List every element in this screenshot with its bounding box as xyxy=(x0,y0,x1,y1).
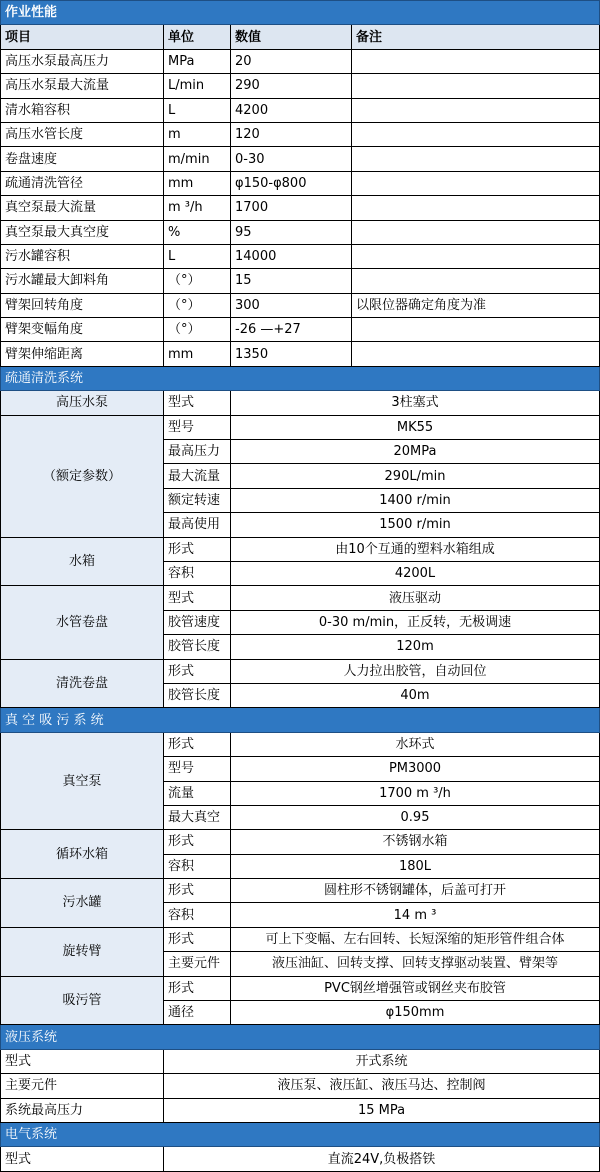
vacuum-pump-key: 型号 xyxy=(164,757,231,781)
section-row xyxy=(1,1,600,25)
header-row xyxy=(1,25,600,49)
rated-label: （额定参数） xyxy=(1,415,164,537)
performance-item: 疏通清洗管径 xyxy=(1,171,164,195)
tank-value: 由10个互通的塑料水箱组成 xyxy=(231,537,600,561)
performance-note xyxy=(352,98,600,122)
performance-note xyxy=(352,147,600,171)
performance-row xyxy=(1,147,600,171)
rated-value: 290L/min xyxy=(231,464,600,488)
sewage-tank-value: 14 m ³ xyxy=(231,903,600,927)
hydraulic-value: 开式系统 xyxy=(164,1049,600,1073)
performance-row xyxy=(1,171,600,195)
sewage-tank-key: 容积 xyxy=(164,903,231,927)
hydraulic-value: 15 MPa xyxy=(164,1098,600,1122)
suction-pipe-key: 形式 xyxy=(164,976,231,1000)
reel-value: 120m xyxy=(231,635,600,659)
wash-reel-row xyxy=(1,659,600,683)
rated-value: 1400 r/min xyxy=(231,488,600,512)
performance-value: 95 xyxy=(231,220,352,244)
performance-item: 卷盘速度 xyxy=(1,147,164,171)
sewage-tank-label: 污水罐 xyxy=(1,879,164,928)
sewage-tank-key: 形式 xyxy=(164,879,231,903)
performance-row xyxy=(1,318,600,342)
rotating-arm-value: 液压油缸、回转支撑、回转支撑驱动装置、臂架等 xyxy=(231,952,600,976)
circ-tank-key: 形式 xyxy=(164,830,231,854)
circ-tank-label: 循环水箱 xyxy=(1,830,164,879)
rotating-arm-label: 旋转臂 xyxy=(1,927,164,976)
performance-item: 清水箱容积 xyxy=(1,98,164,122)
performance-row xyxy=(1,49,600,73)
rotating-arm-key: 形式 xyxy=(164,927,231,951)
performance-note xyxy=(352,74,600,98)
wash-reel-value: 人力拉出胶管，自动回位 xyxy=(231,659,600,683)
rated-value: MK55 xyxy=(231,415,600,439)
rated-key: 最大流量 xyxy=(164,464,231,488)
rotating-arm-key: 主要元件 xyxy=(164,952,231,976)
rotating-arm-value: 可上下变幅、左右回转、长短深缩的矩形管件组合体 xyxy=(231,927,600,951)
vacuum-pump-key: 流量 xyxy=(164,781,231,805)
performance-note: 以限位器确定角度为准 xyxy=(352,293,600,317)
performance-note xyxy=(352,220,600,244)
sewage-tank-value: 圆柱形不锈钢罐体，后盖可打开 xyxy=(231,879,600,903)
electric-value: 直流24V,负极搭铁 xyxy=(164,1147,600,1171)
tank-key: 容积 xyxy=(164,561,231,585)
hydraulic-value: 液压泵、液压缸、液压马达、控制阀 xyxy=(164,1074,600,1098)
circ-tank-value: 180L xyxy=(231,854,600,878)
reel-value: 液压驱动 xyxy=(231,586,600,610)
performance-item: 高压水管长度 xyxy=(1,122,164,146)
hydraulic-key: 系统最高压力 xyxy=(1,1098,164,1122)
reel-label: 水管卷盘 xyxy=(1,586,164,659)
circ-tank-value: 不锈钢水箱 xyxy=(231,830,600,854)
pump-label: 高压水泵 xyxy=(1,391,164,415)
circ-tank-key: 容积 xyxy=(164,854,231,878)
performance-unit: （°） xyxy=(164,293,231,317)
col-header-note: 备注 xyxy=(352,25,600,49)
performance-item: 真空泵最大流量 xyxy=(1,196,164,220)
electric-row xyxy=(1,1147,600,1171)
sewage-tank-row xyxy=(1,879,600,903)
pump-row xyxy=(1,391,600,415)
section-title-vacuum: 真 空 吸 污 系 统 xyxy=(1,708,600,732)
tank-key: 形式 xyxy=(164,537,231,561)
wash-reel-key: 形式 xyxy=(164,659,231,683)
hydraulic-key: 型式 xyxy=(1,1049,164,1073)
performance-row xyxy=(1,74,600,98)
vacuum-pump-value: PM3000 xyxy=(231,757,600,781)
performance-unit: mm xyxy=(164,171,231,195)
suction-pipe-value: φ150mm xyxy=(231,1001,600,1025)
vacuum-pump-key: 最大真空 xyxy=(164,805,231,829)
performance-row xyxy=(1,342,600,366)
section-row xyxy=(1,1122,600,1146)
section-row xyxy=(1,366,600,390)
vacuum-pump-value: 1700 m ³/h xyxy=(231,781,600,805)
performance-row xyxy=(1,98,600,122)
performance-unit: m/min xyxy=(164,147,231,171)
performance-unit: L xyxy=(164,98,231,122)
hydraulic-row xyxy=(1,1074,600,1098)
section-title-electric: 电气系统 xyxy=(1,1122,600,1146)
performance-row xyxy=(1,122,600,146)
hydraulic-key: 主要元件 xyxy=(1,1074,164,1098)
performance-value: 20 xyxy=(231,49,352,73)
reel-key: 胶管速度 xyxy=(164,610,231,634)
vacuum-pump-value: 0.95 xyxy=(231,805,600,829)
performance-value: 4200 xyxy=(231,98,352,122)
circ-tank-row xyxy=(1,830,600,854)
performance-note xyxy=(352,196,600,220)
performance-item: 高压水泵最高压力 xyxy=(1,49,164,73)
rated-key: 型号 xyxy=(164,415,231,439)
suction-pipe-key: 通径 xyxy=(164,1001,231,1025)
col-header-unit: 单位 xyxy=(164,25,231,49)
vacuum-pump-key: 形式 xyxy=(164,732,231,756)
hydraulic-row xyxy=(1,1049,600,1073)
performance-value: 1350 xyxy=(231,342,352,366)
performance-row xyxy=(1,269,600,293)
performance-note xyxy=(352,122,600,146)
performance-item: 臂架伸缩距离 xyxy=(1,342,164,366)
performance-value: 120 xyxy=(231,122,352,146)
section-row xyxy=(1,1025,600,1049)
performance-note xyxy=(352,171,600,195)
performance-row xyxy=(1,293,600,317)
tank-row xyxy=(1,537,600,561)
pump-type-value: 3柱塞式 xyxy=(231,391,600,415)
performance-value: 300 xyxy=(231,293,352,317)
performance-row xyxy=(1,196,600,220)
performance-row xyxy=(1,244,600,268)
performance-item: 污水罐最大卸料角 xyxy=(1,269,164,293)
performance-note xyxy=(352,342,600,366)
performance-value: 15 xyxy=(231,269,352,293)
performance-value: 1700 xyxy=(231,196,352,220)
vacuum-pump-row xyxy=(1,732,600,756)
rated-value: 1500 r/min xyxy=(231,513,600,537)
performance-unit: L xyxy=(164,244,231,268)
reel-key: 型式 xyxy=(164,586,231,610)
tank-label: 水箱 xyxy=(1,537,164,586)
performance-unit: m xyxy=(164,122,231,146)
col-header-item: 项目 xyxy=(1,25,164,49)
performance-item: 污水罐容积 xyxy=(1,244,164,268)
section-title-hydraulic: 液压系统 xyxy=(1,1025,600,1049)
suction-pipe-value: PVC钢丝增强管或钢丝夹布胶管 xyxy=(231,976,600,1000)
suction-pipe-label: 吸污管 xyxy=(1,976,164,1025)
performance-value: 14000 xyxy=(231,244,352,268)
rated-key: 最高压力 xyxy=(164,440,231,464)
performance-unit: m ³/h xyxy=(164,196,231,220)
vacuum-pump-value: 水环式 xyxy=(231,732,600,756)
performance-note xyxy=(352,318,600,342)
performance-note xyxy=(352,49,600,73)
reel-row xyxy=(1,586,600,610)
performance-value: φ150-φ800 xyxy=(231,171,352,195)
wash-reel-label: 清洗卷盘 xyxy=(1,659,164,708)
vacuum-pump-label: 真空泵 xyxy=(1,732,164,830)
wash-reel-value: 40m xyxy=(231,683,600,707)
pump-type-key: 型式 xyxy=(164,391,231,415)
performance-item: 臂架变幅角度 xyxy=(1,318,164,342)
performance-value: -26 —+27 xyxy=(231,318,352,342)
performance-unit: MPa xyxy=(164,49,231,73)
electric-key: 型式 xyxy=(1,1147,164,1171)
performance-note xyxy=(352,244,600,268)
rated-row xyxy=(1,415,600,439)
suction-pipe-row xyxy=(1,976,600,1000)
performance-item: 真空泵最大真空度 xyxy=(1,220,164,244)
reel-key: 胶管长度 xyxy=(164,635,231,659)
performance-value: 290 xyxy=(231,74,352,98)
section-title-performance: 作业性能 xyxy=(1,1,600,25)
performance-unit: % xyxy=(164,220,231,244)
performance-item: 高压水泵最大流量 xyxy=(1,74,164,98)
rated-key: 额定转速 xyxy=(164,488,231,512)
rotating-arm-row xyxy=(1,927,600,951)
col-header-value: 数值 xyxy=(231,25,352,49)
performance-value: 0-30 xyxy=(231,147,352,171)
performance-unit: （°） xyxy=(164,318,231,342)
section-row xyxy=(1,708,600,732)
rated-value: 20MPa xyxy=(231,440,600,464)
performance-unit: L/min xyxy=(164,74,231,98)
performance-item: 臂架回转角度 xyxy=(1,293,164,317)
performance-unit: mm xyxy=(164,342,231,366)
wash-reel-key: 胶管长度 xyxy=(164,683,231,707)
performance-unit: （°） xyxy=(164,269,231,293)
rated-key: 最高使用 xyxy=(164,513,231,537)
performance-row xyxy=(1,220,600,244)
section-title-cleaning: 疏通清洗系统 xyxy=(1,366,600,390)
tank-value: 4200L xyxy=(231,561,600,585)
reel-value: 0-30 m/min，正反转，无极调速 xyxy=(231,610,600,634)
hydraulic-row xyxy=(1,1098,600,1122)
performance-note xyxy=(352,269,600,293)
